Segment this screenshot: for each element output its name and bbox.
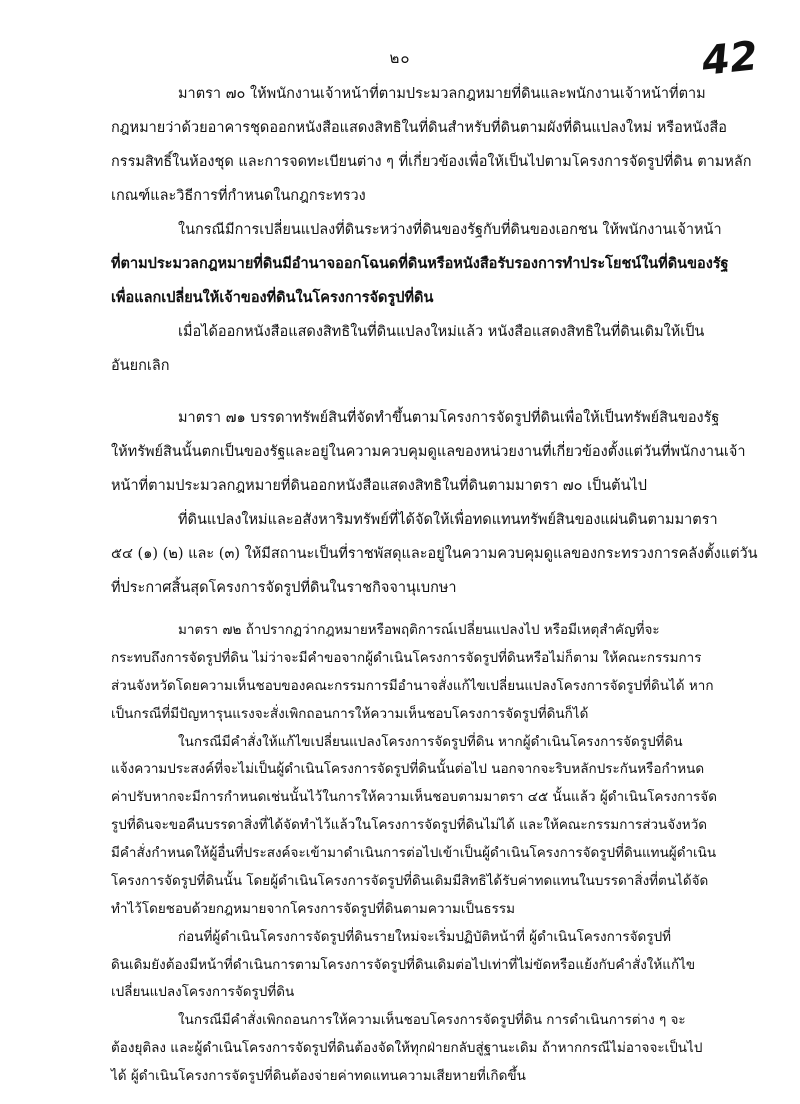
text-line: กฎหมายว่าด้วยอาคารชุดออกหนังสือแสดงสิทธิในที่ดินสำหรับที่ดินตามผังที่ดินแปลงใหม่ หรือหนังสือ [111,120,727,136]
text-line: เป็นกรณีที่มีปัญหารุนแรงจะสั่งเพิกถอนการให้ความเห็นชอบโครงการจัดรูปที่ดินก็ได้ [111,706,589,722]
text-line: ที่ประกาศสิ้นสุดโครงการจัดรูปที่ดินในราชกิจจานุเบกษา [111,580,457,596]
text-line: มาตรา ๗๒ ถ้าปรากฏว่ากฎหมายหรือพฤติการณ์เปลี่ยนแปลงไป หรือมีเหตุสำคัญที่จะ [178,622,660,638]
text-line: มาตรา ๗๐ ให้พนักงานเจ้าหน้าที่ตามประมวลกฎหมายที่ดินและพนักงานเจ้าหน้าที่ตาม [178,86,706,102]
text-line: เกณฑ์และวิธีการที่กำหนดในกฎกระทรวง [111,188,366,204]
text-line: มาตรา ๗๑ บรรดาทรัพย์สินที่จัดทำขึ้นตามโครงการจัดรูปที่ดินเพื่อให้เป็นทรัพย์สินของรัฐ [178,410,720,426]
text-line: แจ้งความประสงค์ที่จะไม่เป็นผู้ดำเนินโครงการจัดรูปที่ดินนั้นต่อไป นอกจากจะริบหลักประกันหรือกำหนด [111,761,705,777]
text-line: มีคำสั่งกำหนดให้ผู้อื่นที่ประสงค์จะเข้ามาดำเนินการต่อไปเข้าเป็นผู้ดำเนินโครงการจัดรูปที่ดินแทนผู้ดำเนิน [111,845,717,861]
text-line: ที่ดินแปลงใหม่และอสังหาริมทรัพย์ที่ได้จัดให้เพื่อทดแทนทรัพย์สินของแผ่นดินตามมาตรา [178,512,718,528]
text-line: หน้าที่ตามประมวลกฎหมายที่ดินออกหนังสือแสดงสิทธิในที่ดินตามมาตรา ๗๐ เป็นต้นไป [111,478,647,494]
text-line: ดินเดิมยังต้องมีหน้าที่ดำเนินการตามโครงการจัดรูปที่ดินเดิมต่อไปเท่าที่ไม่ขัดหรือแย้งกับคำสั่งให้แก้ไข [111,957,696,973]
text-line: อันยกเลิก [111,358,170,374]
text-line: เพื่อแลกเปลี่ยนให้เจ้าของที่ดินในโครงการจัดรูปที่ดิน [111,289,434,306]
text-line: ในกรณีมีคำสั่งให้แก้ไขเปลี่ยนแปลงโครงการจัดรูปที่ดิน หากผู้ดำเนินโครงการจัดรูปที่ดิน [178,734,683,750]
text-line: ส่วนจังหวัดโดยความเห็นชอบของคณะกรรมการมีอำนาจสั่งแก้ไขเปลี่ยนแปลงโครงการจัดรูปที่ดินได้ หาก [111,678,714,694]
text-line: ก่อนที่ผู้ดำเนินโครงการจัดรูปที่ดินรายใหม่จะเริ่มปฏิบัติหน้าที่ ผู้ดำเนินโครงการจัดรูปที่ [178,929,672,945]
page-number: ๒๐ [389,49,411,67]
text-line: ต้องยุติลง และผู้ดำเนินโครงการจัดรูปที่ดินต้องจัดให้ทุกฝ่ายกลับสู่ฐานะเดิม ถ้าหากกรณีไม่อาจจะเป็นไป [111,1040,703,1056]
text-line: ในกรณีมีการเปลี่ยนแปลงที่ดินระหว่างที่ดินของรัฐกับที่ดินของเอกชน ให้พนักงานเจ้าหน้า [178,222,722,238]
text-line: ที่ตามประมวลกฎหมายที่ดินมีอำนาจออกโฉนดที่ดินหรือหนังสือรับรองการทำประโยชน์ในที่ดินของรัฐ [111,255,729,272]
text-line: เมื่อได้ออกหนังสือแสดงสิทธิในที่ดินแปลงใหม่แล้ว หนังสือแสดงสิทธิในที่ดินเดิมให้เป็น [178,324,705,340]
text-line: กรรมสิทธิ์ในห้องชุด และการจดทะเบียนต่าง ๆ ที่เกี่ยวข้องเพื่อให้เป็นไปตามโครงการจัดรูปที่ดิน ตามหลัก [111,154,752,170]
text-line: ๕๔ (๑) (๒) และ (๓) ให้มีสถานะเป็นที่ราชพัสดุและอยู่ในความควบคุมดูแลของกระทรวงการคลังตั้งแต่วัน [111,546,758,562]
text-line: ให้ทรัพย์สินนั้นตกเป็นของรัฐและอยู่ในความควบคุมดูแลของหน่วยงานที่เกี่ยวข้องตั้งแต่วันที่พนักงานเจ้า [111,444,746,460]
text-line: ได้ ผู้ดำเนินโครงการจัดรูปที่ดินต้องจ่ายค่าทดแทนความเสียหายที่เกิดขึ้น [111,1068,526,1084]
text-line: ในกรณีมีคำสั่งเพิกถอนการให้ความเห็นชอบโครงการจัดรูปที่ดิน การดำเนินการต่าง ๆ จะ [178,1012,686,1028]
text-line: รูปที่ดินจะขอคืนบรรดาสิ่งที่ได้จัดทำไว้แล้วในโครงการจัดรูปที่ดินไม่ได้ และให้คณะกรรมการส่วนจังหวัด [111,817,708,833]
text-line: โครงการจัดรูปที่ดินนั้น โดยผู้ดำเนินโครงการจัดรูปที่ดินเดิมมีสิทธิได้รับค่าทดแทนในบรรดาสิ่งที่ตนได้จัด [111,873,709,889]
handwritten-page-mark: 42 [699,33,760,85]
text-line: ค่าปรับหากจะมีการกำหนดเช่นนั้นไว้ในการให้ความเห็นชอบตามมาตรา ๔๕ นั้นแล้ว ผู้ดำเนินโครงการจัด [111,789,717,805]
text-line: ทำไว้โดยชอบด้วยกฎหมายจากโครงการจัดรูปที่ดินตามความเป็นธรรม [111,901,515,917]
text-line: เปลี่ยนแปลงโครงการจัดรูปที่ดิน [111,984,295,1000]
text-line: กระทบถึงการจัดรูปที่ดิน ไม่ว่าจะมีคำขอจากผู้ดำเนินโครงการจัดรูปที่ดินหรือไม่ก็ตาม ให้คณะกรรมการ [111,650,702,666]
